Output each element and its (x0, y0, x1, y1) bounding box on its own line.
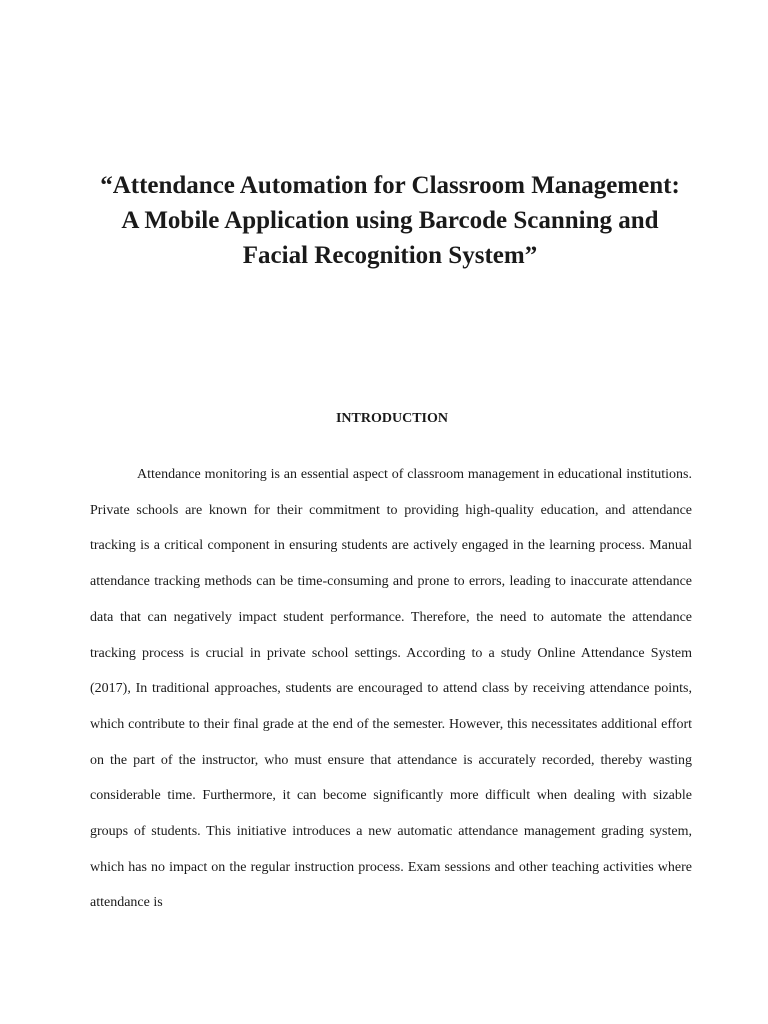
body-paragraph: Attendance monitoring is an essential aspect of classroom management in educational institutions. Private schools are known for their commitment to providing high-quality education, and attendance tracking is a critical component in ensuring students are actively engaged in the learning process. Manual attendance tracking methods can be time-consuming and prone to errors, leading to inaccurate attendance data that can negatively impact student performance. Therefore, the need to automate the attendance tracking process is crucial in private school settings. According to a study Online Attendance System (2017), In traditional approaches, students are encouraged to attend class by receiving attendance points, which contribute to their final grade at the end of the semester. However, this necessitates additional effort on the part of the instructor, who must ensure that attendance is accurately recorded, thereby wasting considerable time. Furthermore, it can become significantly more difficult when dealing with sizable groups of students. This initiative introduces a new automatic attendance management grading system, which has no impact on the regular instruction process. Exam sessions and other teaching activities where attendance is (90, 467, 692, 911)
section-heading: INTRODUCTION (335, 411, 448, 426)
document-title: “Attendance Automation for Classroom Management: A Mobile Application using Barcode Scanning and Facial Recognition System” (100, 172, 680, 269)
